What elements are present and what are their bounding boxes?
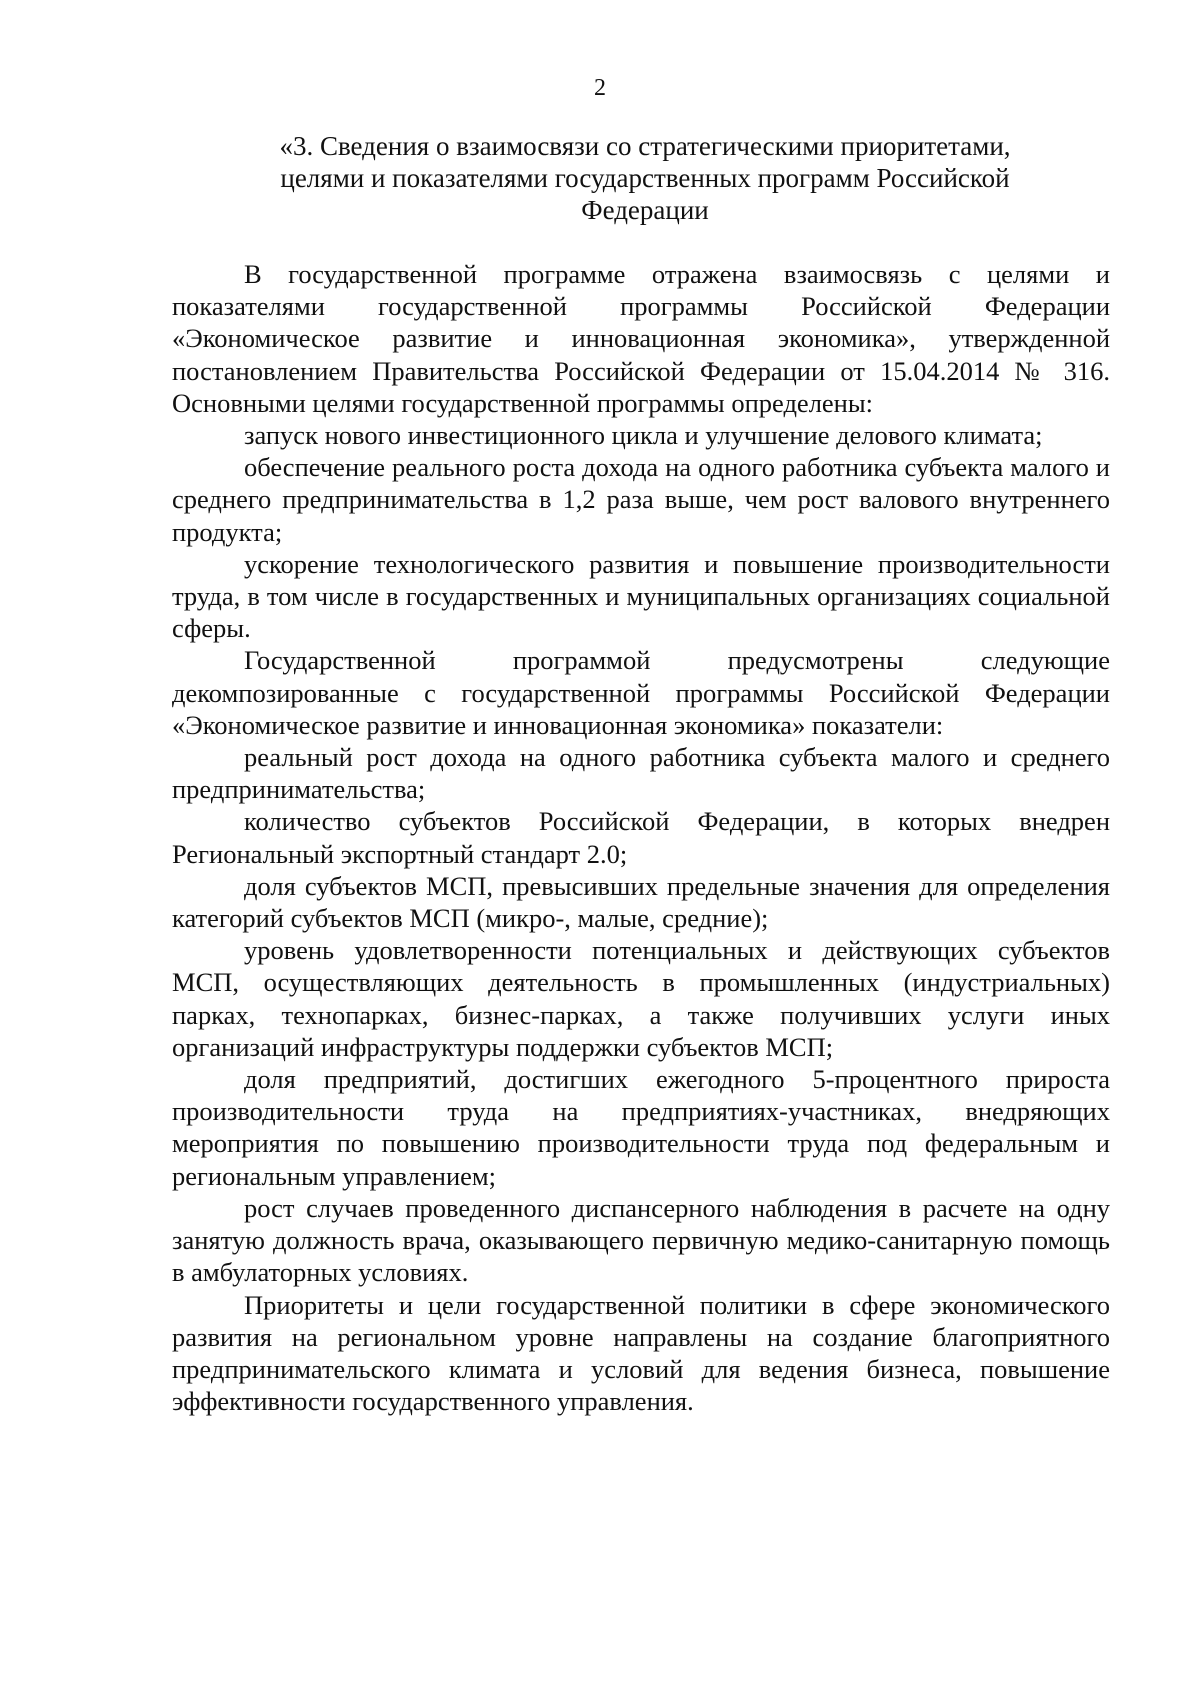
paragraph: В государственной программе отражена взаимосвязь с целями и показателями государственной программы Российской Федерации «Экономическое развитие и инновационная экономика», утвержденной постановлением Правительства Российской Федерации от 15.04.2014 № 316. Основными целями государственной программы определены: [172,259,1110,418]
paragraph: доля предприятий, достигших ежегодного 5-процентного прироста производительности труда на предприятиях-участниках, внедряющих мероприятия по повышению производительности труда под федеральным и региональным управлением; [172,1064,1110,1191]
paragraph: Государственной программой предусмотрены следующие декомпозированные с государственной программы Российской Федерации «Экономическое развитие и инновационная экономика» показатели: [172,645,1110,740]
paragraph: Приоритеты и цели государственной политики в сфере экономического развития на региональном уровне направлены на создание благоприятного предпринимательского климата и условий для ведения бизнеса, повышение эффективности государственного управления. [172,1289,1110,1417]
page-number: 2 [594,75,606,101]
paragraph: ускорение технологического развития и повышение производительности труда, в том числе в государственных и муниципальных организациях социальной сферы. [172,548,1110,644]
paragraph: рост случаев проведенного диспансерного наблюдения в расчете на одну занятую должность врача, оказывающего первичную медико-санитарную помощь в амбулаторных условиях. [172,1192,1110,1288]
heading-line: Федерации [581,195,709,225]
paragraph: доля субъектов МСП, превысивших предельные значения для определения категорий субъектов МСП (микро-, малые, средние); [172,870,1110,934]
paragraph: уровень удовлетворенности потенциальных и действующих субъектов МСП, осуществляющих деятельность в промышленных (индустриальных) парках, технопарках, бизнес-парках, а также получивших услуги иных организаций инфраструктуры поддержки субъектов МСП; [172,935,1110,1062]
paragraph: обеспечение реального роста дохода на одного работника субъекта малого и среднего предпринимательства в 1,2 раза выше, чем рост валового внутреннего продукта; [172,452,1110,547]
section-heading [175,130,1115,226]
heading-line: «3. Сведения о взаимосвязи со стратегическими приоритетами, [279,131,1011,161]
heading-line: целями и показателями государственных программ Российской [280,163,1010,193]
paragraph: количество субъектов Российской Федерации, в которых внедрен Региональный экспортный стандарт 2.0; [172,806,1110,869]
paragraph: запуск нового инвестиционного цикла и улучшение делового климата; [244,420,1043,451]
body-text [172,258,1110,1417]
paragraph: реальный рост дохода на одного работника субъекта малого и среднего предпринимательства; [172,742,1110,805]
